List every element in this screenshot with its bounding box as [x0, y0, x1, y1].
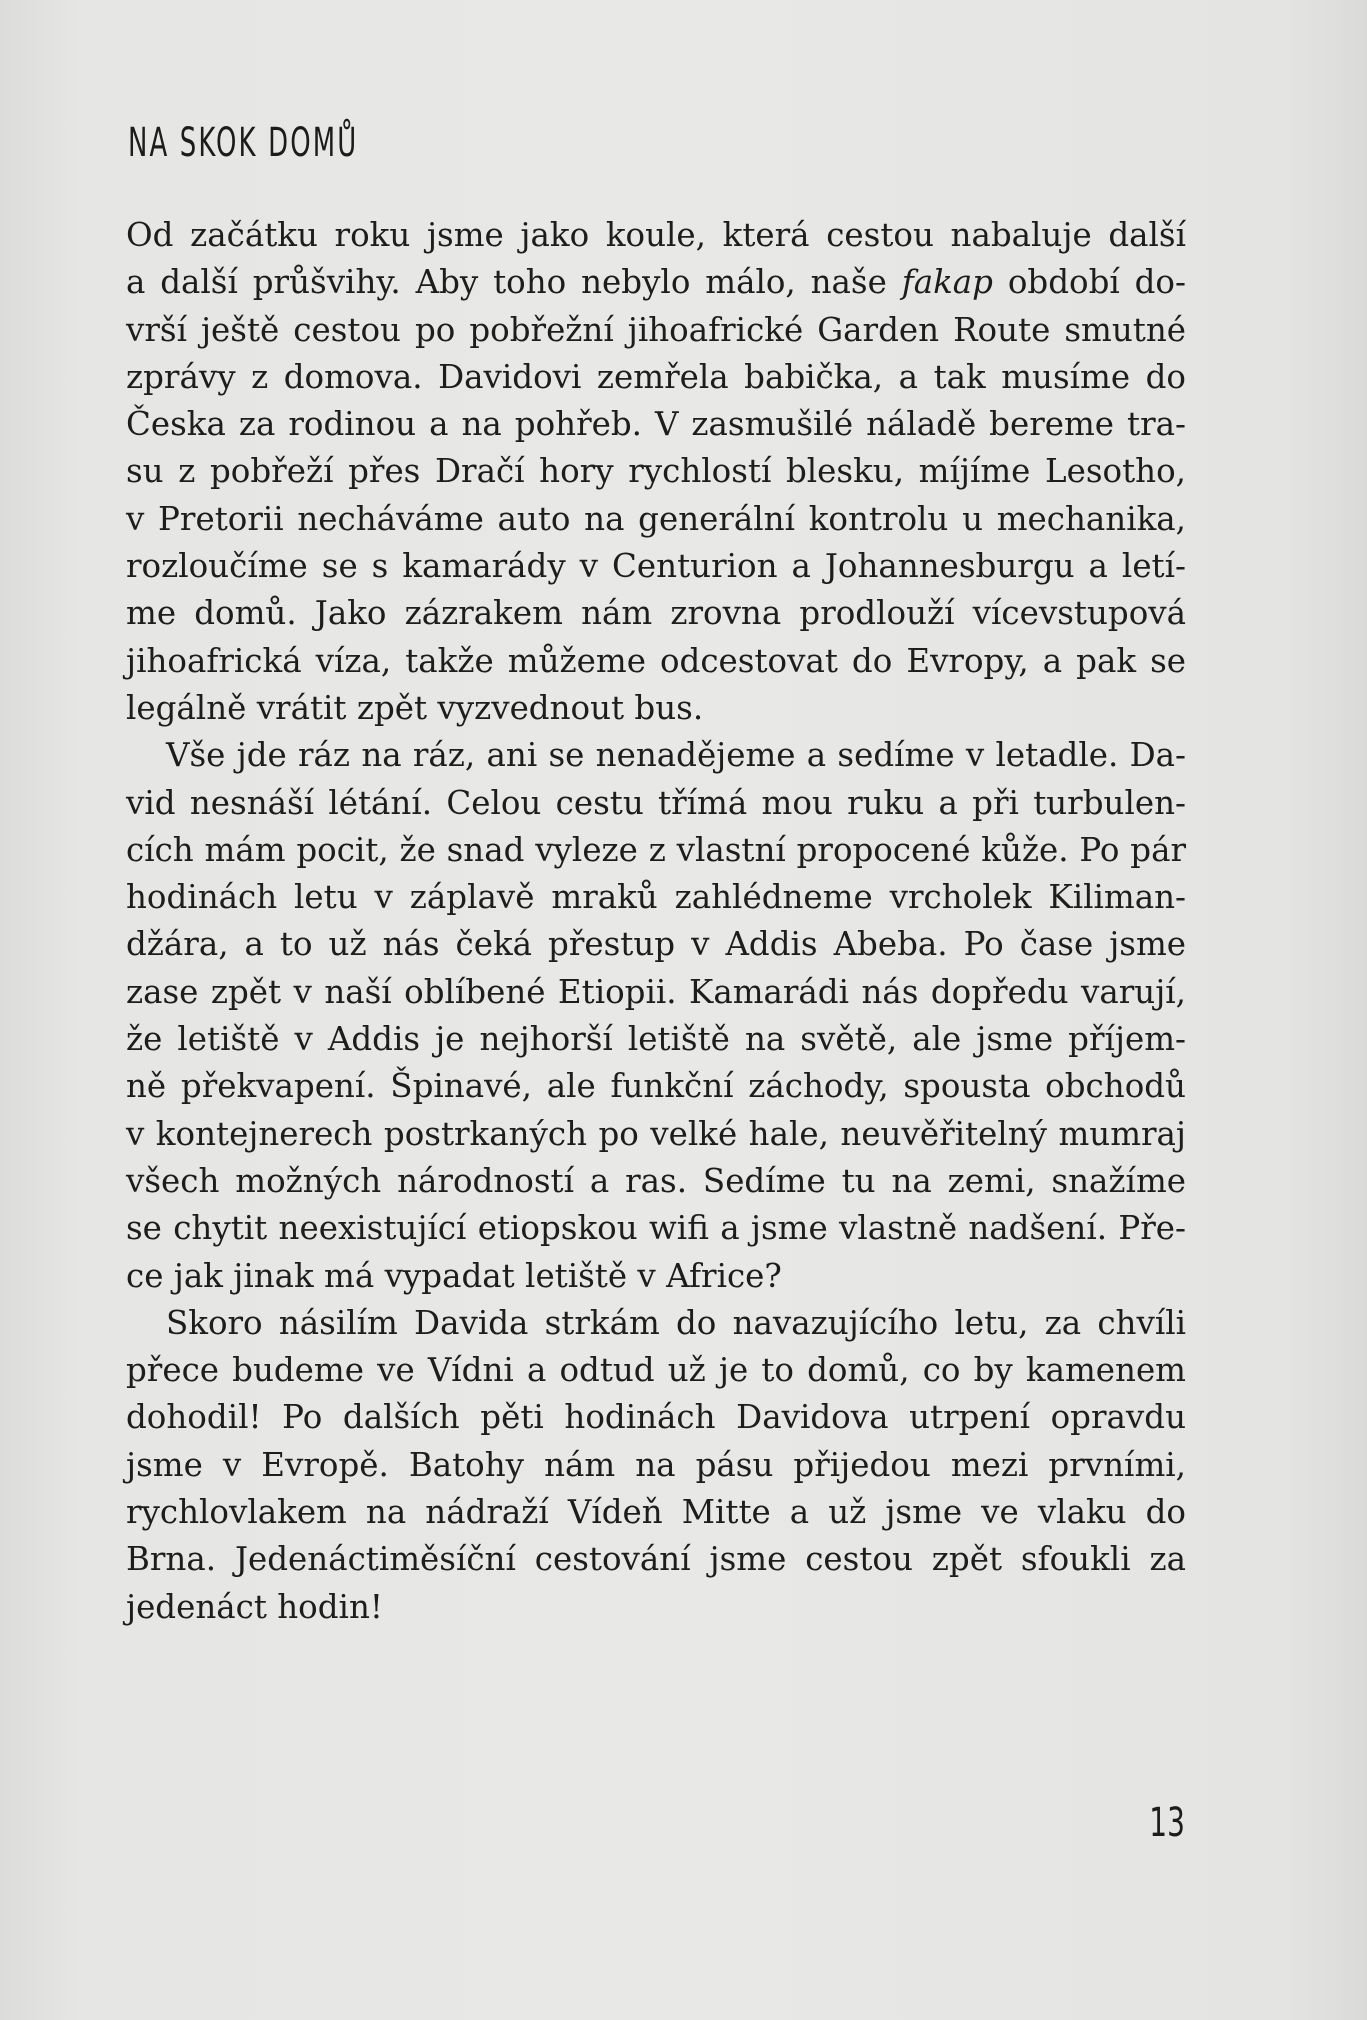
text-line: ně překvapení. Špinavé, ale funkční záchody, spousta obchodů [126, 1067, 1186, 1106]
chapter-title: NA SKOK DOMŮ [128, 120, 359, 166]
text-line: všech možných národností a ras. Sedíme tu na zemi, snažíme [126, 1161, 1186, 1200]
page-number: 13 [1149, 1800, 1185, 1846]
body-text [126, 212, 1186, 1631]
text-line: přece budeme ve Vídni a odtud už je to domů, co by kamenem [126, 1351, 1186, 1390]
text-line: džára, a to už nás čeká přestup v Addis Abeba. Po čase jsme [126, 925, 1186, 964]
text-line: hodinách letu v záplavě mraků zahlédneme vrcholek Kiliman- [126, 878, 1186, 917]
text-line: vrší ještě cestou po pobřežní jihoafrické Garden Route smutné [126, 310, 1186, 349]
text-line: Skoro násilím Davida strkám do navazujícího letu, za chvíli [166, 1303, 1186, 1342]
paragraph-1 [126, 212, 1186, 732]
text-line: rozloučíme se s kamarády v Centurion a Johannesburgu a letí- [126, 547, 1186, 586]
text-line: me domů. Jako zázrakem nám zrovna prodlouží vícevstupová [126, 594, 1186, 633]
text-line: vid nesnáší létání. Celou cestu třímá mou ruku a při turbulen- [126, 783, 1186, 822]
text-line: zprávy z domova. Davidovi zemřela babička, a tak musíme do [126, 357, 1186, 396]
text-line: zase zpět v naší oblíbené Etiopii. Kamarádi nás dopředu varují, [126, 972, 1186, 1011]
paragraph-3 [126, 1300, 1186, 1631]
paragraph-2 [126, 732, 1186, 1300]
text-line: dohodil! Po dalších pěti hodinách Davidova utrpení opravdu [126, 1398, 1186, 1437]
text-line: že letiště v Addis je nejhorší letiště na světě, ale jsme příjem- [126, 1020, 1186, 1059]
text-line: jihoafrická víza, takže můžeme odcestovat do Evropy, a pak se [126, 641, 1186, 680]
text-line: Vše jde ráz na ráz, ani se nenadějeme a sedíme v letadle. Da- [166, 736, 1186, 775]
text-line: legálně vrátit zpět vyzvednout bus. [126, 688, 704, 727]
text-line: Od začátku roku jsme jako koule, která cestou nabaluje další [126, 216, 1186, 254]
text-line: Česka za rodinou a na pohřeb. V zasmušilé náladě bereme tra- [126, 405, 1186, 444]
text-line: rychlovlakem na nádraží Vídeň Mitte a už jsme ve vlaku do [126, 1493, 1186, 1532]
text-line: jedenáct hodin! [126, 1587, 383, 1626]
text-line: se chytit neexistující etiopskou wifi a jsme vlastně nadšení. Pře- [126, 1209, 1186, 1248]
text-line: Brna. Jedenáctiměsíční cestování jsme cestou zpět sfoukli za [126, 1540, 1186, 1579]
emphasis-word: fakap [901, 263, 993, 302]
text-line: ce jak jinak má vypadat letiště v Africe? [126, 1256, 782, 1295]
text-line: su z pobřeží přes Dračí hory rychlostí blesku, míjíme Lesotho, [126, 452, 1186, 491]
text-line: a další průšvihy. Aby toho nebylo málo, naše fakap období do- [126, 263, 1186, 302]
text-line: jsme v Evropě. Batohy nám na pásu přijedou mezi prvními, [126, 1445, 1186, 1484]
text-line: v kontejnerech postrkaných po velké hale, neuvěřitelný mumraj [126, 1114, 1186, 1153]
text-line: cích mám pocit, že snad vyleze z vlastní propocené kůže. Po pár [126, 830, 1186, 869]
text-line: v Pretorii necháváme auto na generální kontrolu u mechanika, [126, 499, 1186, 538]
